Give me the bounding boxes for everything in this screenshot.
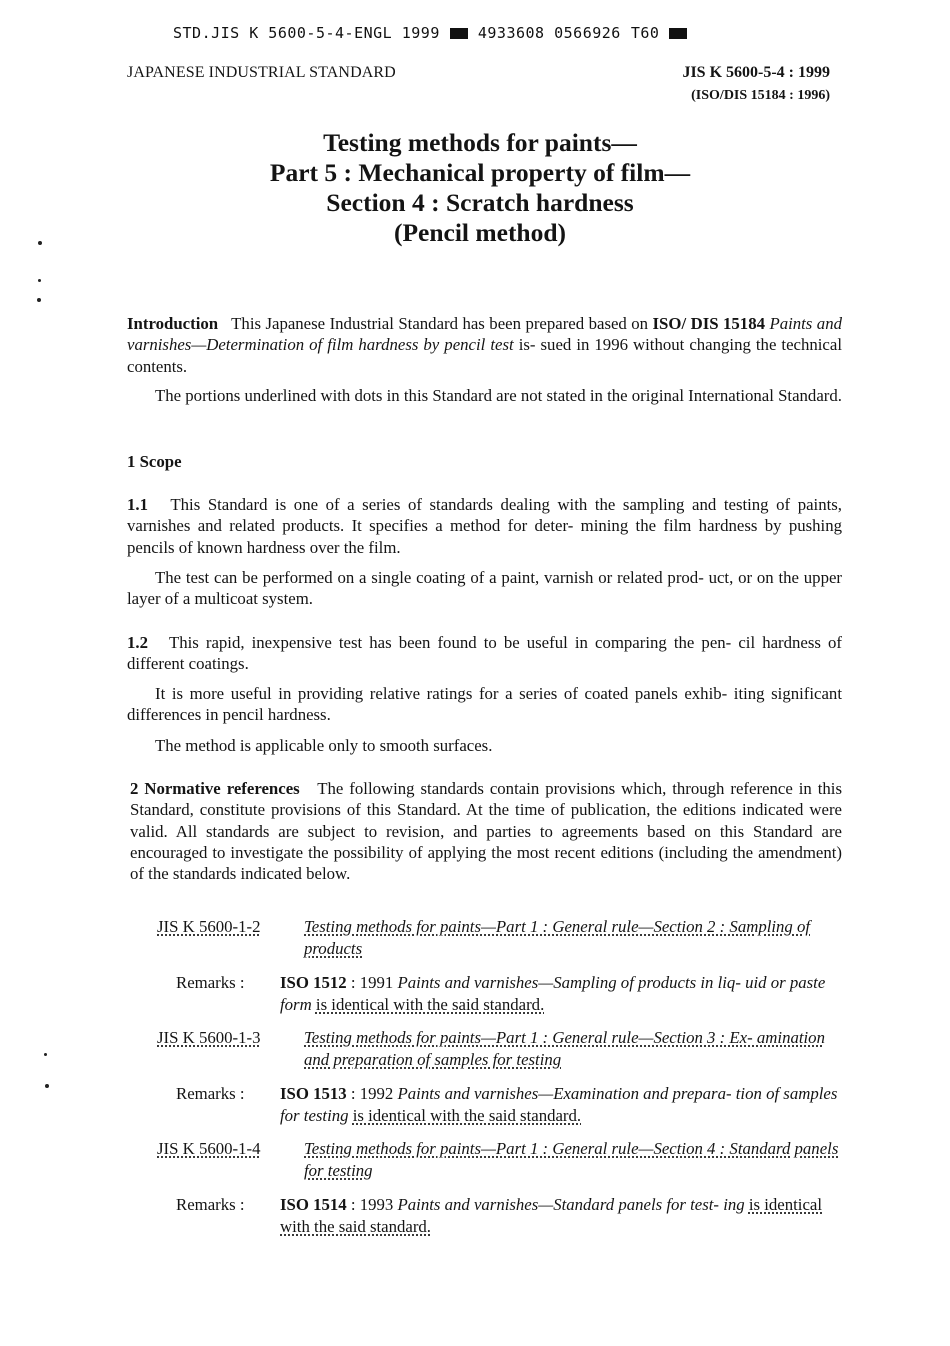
reference-remarks bbox=[176, 1194, 846, 1238]
document-code: STD.JIS K 5600-5-4-ENGL 1999 bbox=[173, 24, 440, 42]
clause-1-2-paragraph: The method is applicable only to smooth surfaces. bbox=[155, 736, 493, 755]
introduction-text: is- sued in 1996 without changing the technical contents. bbox=[127, 335, 842, 376]
reference-entry bbox=[157, 916, 847, 960]
identical-note: is identical with the said standard. bbox=[352, 1106, 582, 1125]
reference-entry bbox=[157, 1027, 847, 1071]
identical-note: is identical with the said standard. bbox=[280, 1195, 823, 1236]
clause-number: 1.1 bbox=[127, 495, 148, 514]
iso-code: ISO 1514 bbox=[280, 1195, 347, 1214]
scan-speck bbox=[44, 1053, 47, 1056]
introduction-note: The portions underlined with dots in this Standard are not stated in the original International Standard. bbox=[155, 386, 842, 405]
iso-title: Paints and varnishes—Standard panels for test- ing bbox=[397, 1195, 745, 1214]
reference-title: Testing methods for paints—Part 1 : General rule—Section 4 : Standard panels for testing bbox=[304, 1139, 839, 1180]
barcode-block-icon bbox=[669, 28, 687, 39]
section-normative-references bbox=[130, 778, 842, 884]
standard-label: JAPANESE INDUSTRIAL STANDARD bbox=[127, 64, 396, 81]
reference-title: Testing methods for paints—Part 1 : General rule—Section 2 : Sampling of products bbox=[304, 917, 811, 958]
reference-code: JIS K 5600-1-2 bbox=[157, 917, 261, 936]
identical-note: is identical with the said standard. bbox=[315, 995, 545, 1014]
remarks-label: Remarks : bbox=[176, 1195, 245, 1214]
scan-speck bbox=[38, 279, 41, 282]
standard-number: JIS K 5600-5-4 : 1999 bbox=[682, 64, 830, 81]
reference-code: JIS K 5600-1-4 bbox=[157, 1139, 261, 1158]
introduction-label: Introduction bbox=[127, 314, 219, 333]
clause-1-2 bbox=[127, 632, 842, 675]
reference-remarks bbox=[176, 972, 846, 1016]
scan-speck bbox=[45, 1084, 49, 1088]
iso-code: ISO 1512 bbox=[280, 973, 347, 992]
barcode-block-icon bbox=[450, 28, 468, 39]
section-heading-scope: 1 Scope bbox=[127, 452, 182, 471]
document-suffix: T60 bbox=[630, 24, 660, 42]
clause-text: This Standard is one of a series of standards dealing with the sampling and testing of paints, varnishes and related products. It specifies a method for deter- mining the film hardness by pushing pencils of known hardness over the film. bbox=[127, 495, 842, 557]
reference-entry bbox=[157, 1138, 847, 1182]
iso-year: : 1993 bbox=[350, 1195, 394, 1214]
document-id-strip bbox=[173, 24, 687, 42]
normative-text: The following standards contain provisions which, through reference in this Standard, constitute provisions of this Standard. At the time of publication, the editions indicated were valid. All standards are subject to revision, and parties to agreements based on this Standard are encouraged to investigate the possibility of applying the most recent editions (including the amendment) of the standards indicated below. bbox=[130, 779, 842, 884]
title-line: Section 4 : Scratch hardness bbox=[326, 188, 634, 217]
remarks-text bbox=[280, 1194, 840, 1238]
introduction-paragraph bbox=[127, 313, 842, 377]
remarks-label: Remarks : bbox=[176, 973, 245, 992]
reference-remarks bbox=[176, 1083, 846, 1127]
title-line: (Pencil method) bbox=[393, 218, 567, 247]
iso-title: Paints and varnishes—Sampling of products in liq- uid or paste form bbox=[280, 973, 826, 1014]
remarks-text bbox=[280, 1083, 840, 1127]
remarks-text bbox=[280, 972, 840, 1016]
reference-code: JIS K 5600-1-3 bbox=[157, 1028, 261, 1047]
iso-year: : 1992 bbox=[350, 1084, 394, 1103]
reference-title: Testing methods for paints—Part 1 : General rule—Section 3 : Ex- amination and preparation of samples for testing bbox=[304, 1028, 825, 1069]
document-serial: 4933608 0566926 bbox=[477, 24, 621, 42]
iso-reference: ISO/ DIS 15184 bbox=[652, 314, 765, 333]
iso-year: : 1991 bbox=[350, 973, 394, 992]
clause-1-2-paragraph: It is more useful in providing relative ratings for a series of coated panels exhib- iting significant differences in pencil hardness. bbox=[127, 684, 842, 725]
remarks-label: Remarks : bbox=[176, 1084, 245, 1103]
iso-number: (ISO/DIS 15184 : 1996) bbox=[691, 88, 830, 103]
clause-1-1 bbox=[127, 494, 842, 558]
iso-title: Paints and varnishes—Examination and prepara- tion of samples for testing bbox=[280, 1084, 838, 1125]
title-line: Part 5 : Mechanical property of film— bbox=[269, 158, 691, 187]
clause-text: This rapid, inexpensive test has been found to be useful in comparing the pen- cil hardness of different coatings. bbox=[127, 633, 842, 674]
clause-number: 1.2 bbox=[127, 633, 148, 652]
clause-1-1-paragraph: The test can be performed on a single coating of a paint, varnish or related prod- uct, or on the upper layer of a multicoat system. bbox=[127, 568, 842, 609]
section-heading-normative: 2 Normative references bbox=[130, 779, 300, 798]
scan-speck bbox=[37, 298, 41, 302]
page-title bbox=[0, 128, 950, 248]
title-line: Testing methods for paints— bbox=[323, 128, 637, 157]
iso-title: Paints and varnishes—Determination of film hardness by pencil test bbox=[127, 314, 842, 355]
iso-code: ISO 1513 bbox=[280, 1084, 347, 1103]
introduction-text: This Japanese Industrial Standard has been prepared based on bbox=[231, 314, 649, 333]
